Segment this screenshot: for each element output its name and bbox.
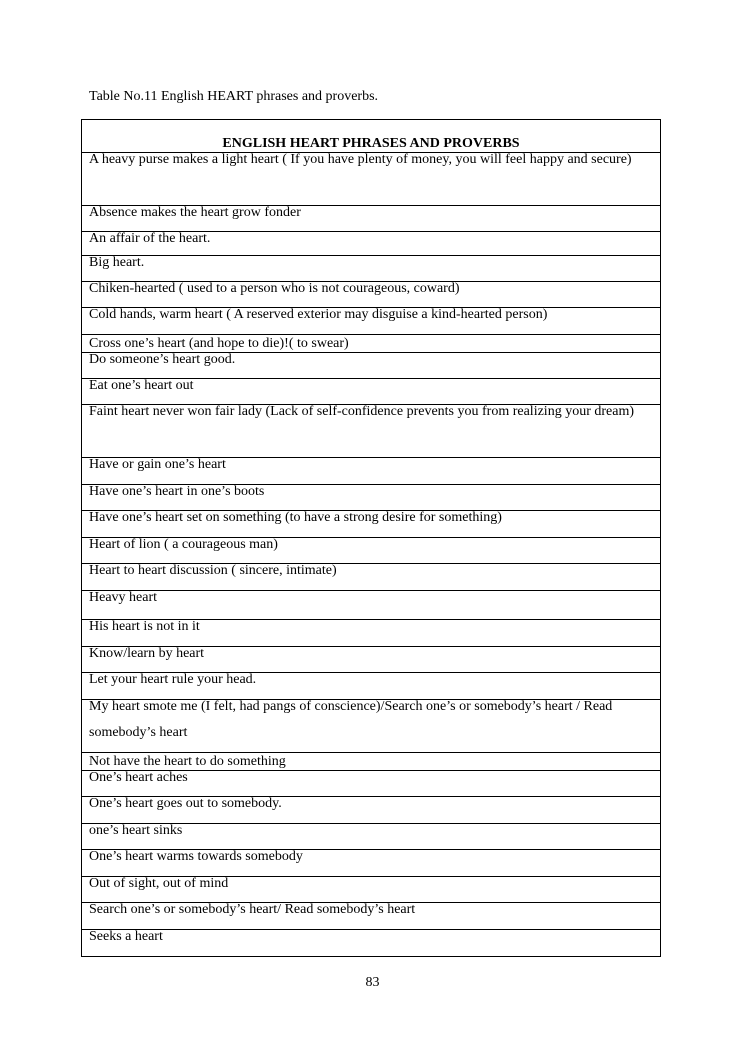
- table-row: [82, 256, 660, 282]
- table-cell: Eat one’s heart out: [89, 379, 194, 393]
- table-cell: Have one’s heart set on something (to have a strong desire for something): [89, 511, 502, 525]
- table-row: [82, 753, 660, 771]
- table-row: [82, 485, 660, 511]
- table-row: [82, 511, 660, 538]
- table-row: [82, 405, 660, 458]
- table-header-text: ENGLISH HEART PHRASES AND PROVERBS: [222, 136, 520, 151]
- table-cell: Out of sight, out of mind: [89, 877, 229, 891]
- table-cell: Big heart.: [89, 256, 145, 270]
- table-cell: Search one’s or somebody’s heart/ Read somebody’s heart: [89, 903, 416, 917]
- table-row: [82, 282, 660, 308]
- table-cell: A heavy purse makes a light heart ( If you have plenty of money, you will feel happy and secure): [89, 153, 632, 167]
- table-row: [82, 335, 660, 353]
- table-row: [82, 353, 660, 379]
- table-row: [82, 620, 660, 647]
- table-row: [82, 824, 660, 850]
- table-row: [82, 850, 660, 877]
- table-cell: Seeks a heart: [89, 930, 163, 944]
- table-cell: My heart smote me (I felt, had pangs of conscience)/Search one’s or somebody’s heart / Read somebody’s heart: [89, 700, 613, 740]
- table-row: [82, 700, 660, 753]
- table-row: [82, 458, 660, 485]
- table-row: [82, 647, 660, 673]
- table-row: [82, 673, 660, 700]
- table-cell: Faint heart never won fair lady (Lack of self-confidence prevents you from realizing your dream): [89, 405, 634, 419]
- table-cell: Cross one’s heart (and hope to die)!( to swear): [89, 336, 349, 351]
- table-row: [82, 797, 660, 824]
- table-cell: One’s heart warms towards somebody: [89, 850, 303, 864]
- phrases-table: [81, 119, 661, 957]
- table-caption: Table No.11 English HEART phrases and proverbs.: [89, 89, 379, 104]
- table-row: [82, 232, 660, 256]
- table-row: [82, 308, 660, 335]
- table-cell: Do someone’s heart good.: [89, 353, 236, 367]
- table-cell: Have one’s heart in one’s boots: [89, 485, 265, 499]
- table-cell: one’s heart sinks: [89, 824, 183, 838]
- table-cell: Cold hands, warm heart ( A reserved exterior may disguise a kind-hearted person): [89, 308, 548, 322]
- table-cell: One’s heart aches: [89, 771, 188, 785]
- page-number: 83: [365, 975, 380, 990]
- table-row: [82, 930, 660, 956]
- table-row: [82, 903, 660, 930]
- table-cell: Have or gain one’s heart: [89, 458, 226, 472]
- table-row: [82, 877, 660, 903]
- table-row: [82, 564, 660, 591]
- table-row: [82, 153, 660, 206]
- table-cell: One’s heart goes out to somebody.: [89, 797, 282, 811]
- table-cell: His heart is not in it: [89, 620, 200, 634]
- table-cell: An affair of the heart.: [89, 232, 211, 246]
- table-row: [82, 379, 660, 405]
- table-row: [82, 591, 660, 620]
- table-cell: Heart of lion ( a courageous man): [89, 538, 278, 552]
- table-cell: Not have the heart to do something: [89, 754, 286, 769]
- table-cell: Absence makes the heart grow fonder: [89, 206, 301, 220]
- table-cell: Chiken-hearted ( used to a person who is not courageous, coward): [89, 282, 460, 296]
- table-row: [82, 206, 660, 232]
- table-cell: Let your heart rule your head.: [89, 673, 257, 687]
- table-header: [82, 120, 660, 153]
- table-row: [82, 538, 660, 564]
- table-cell: Heart to heart discussion ( sincere, intimate): [89, 564, 337, 578]
- table-cell: Know/learn by heart: [89, 647, 205, 661]
- table-row: [82, 771, 660, 797]
- table-cell: Heavy heart: [89, 591, 158, 605]
